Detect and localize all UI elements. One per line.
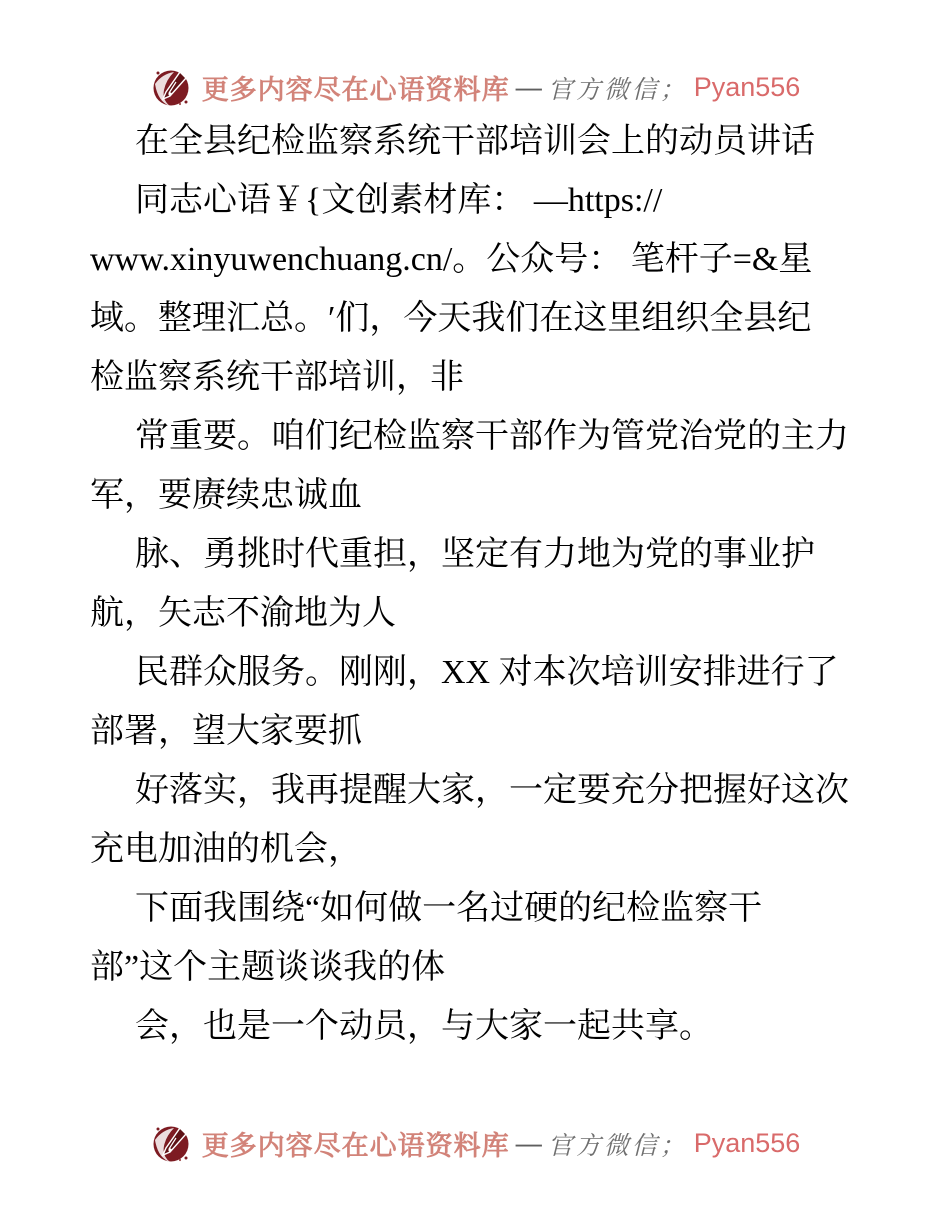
text-line: 部”这个主题谈谈我的体: [90, 949, 446, 986]
text-line: 同志心语￥{文创素材库： —https://: [135, 182, 663, 219]
text-line: 民群众服务。刚刚，XX 对本次培训安排进行了: [135, 654, 839, 691]
text-line: 域。整理汇总。′们，今天我们在这里组织全县纪: [90, 300, 812, 337]
text-line: 会，也是一个动员，与大家一起共享。: [135, 1008, 713, 1045]
watermark-wechat-id: Pyan556: [693, 1128, 801, 1158]
text-line: www.xinyuwenchuang.cn/。公众号： 笔杆子=&星: [90, 241, 813, 278]
text-line: 常重要。咱们纪检监察干部作为管党治党的主力: [135, 418, 849, 455]
text-line: 军，要赓续忠诚血: [90, 477, 362, 514]
pen-nib-logo-icon: [150, 1120, 192, 1167]
watermark-wechat-label: 官方微信；: [547, 76, 688, 104]
text-line: 航，矢志不渝地为人: [90, 595, 396, 632]
watermark-site-text: 更多内容尽在心语资料库: [201, 75, 510, 105]
document-body: [90, 112, 890, 1056]
pen-nib-logo-icon: [150, 64, 192, 111]
watermark-dash: —: [515, 72, 542, 102]
text-line: 脉、勇挑时代重担，坚定有力地为党的事业护: [135, 536, 815, 573]
watermark-wechat-id: Pyan556: [693, 72, 801, 102]
watermark-wechat-label: 官方微信；: [547, 1132, 688, 1160]
text-line: 好落实，我再提醒大家，一定要充分把握好这次: [135, 772, 849, 809]
text-line: 检监察系统干部培训，非: [90, 359, 464, 396]
footer-watermark: [0, 1120, 950, 1167]
text-line: 下面我围绕“如何做一名过硬的纪检监察干: [135, 890, 763, 927]
watermark-dash: —: [515, 1128, 542, 1158]
text-line: 充电加油的机会，: [90, 831, 362, 868]
document-title: 在全县纪检监察系统干部培训会上的动员讲话: [135, 123, 815, 160]
text-line: 部署，望大家要抓: [90, 713, 362, 750]
watermark-site-text: 更多内容尽在心语资料库: [201, 1131, 510, 1161]
header-watermark: [0, 64, 950, 111]
